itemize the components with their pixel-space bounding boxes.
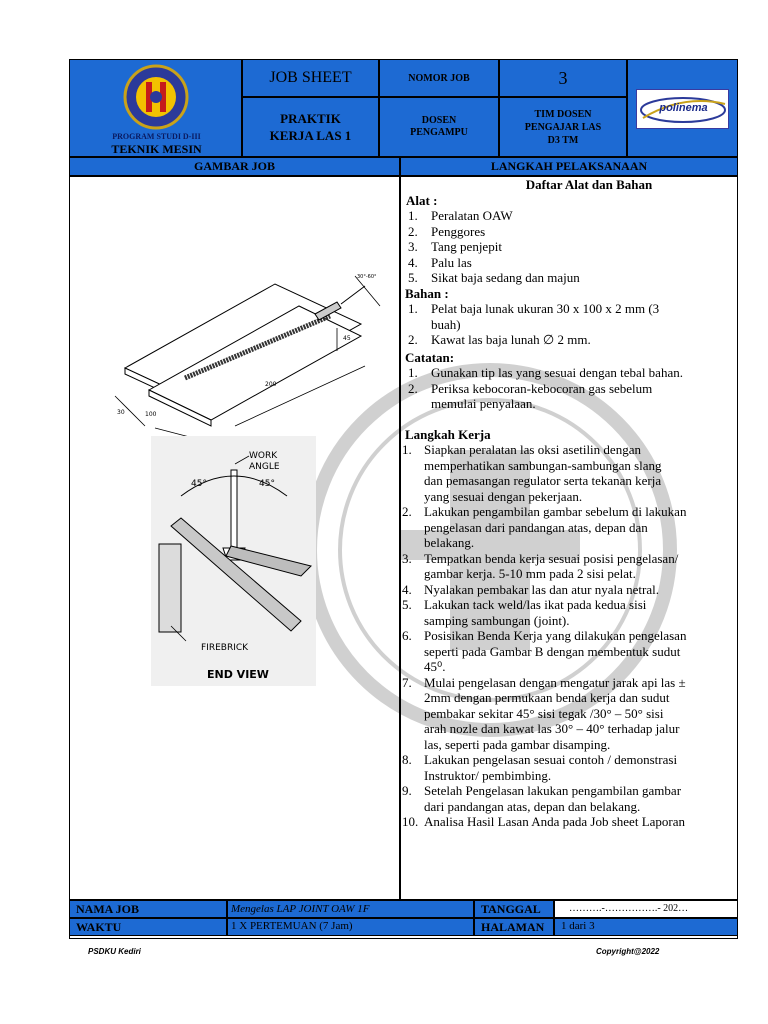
alat-item: 5. Sikat baja sedang dan majun (408, 270, 580, 285)
department-label: TEKNIK MESIN (111, 142, 202, 156)
catatan-title: Catatan: (405, 349, 455, 365)
tanggal-label: TANGGAL (474, 900, 554, 918)
catatan-item: 1. Gunakan tip las yang sesuai dengan tebal bahan. (408, 365, 683, 380)
bahan-item: 2. Kawat las baja lunah ∅ 2 mm. (408, 332, 591, 347)
alat-list (408, 208, 733, 286)
polinema-crest-logo (116, 64, 196, 130)
work-angle-line1: WORK (249, 451, 278, 461)
header-logo-cell (69, 59, 242, 157)
halaman-label: HALAMAN (474, 918, 554, 936)
bahan-title: Bahan : (405, 285, 449, 301)
alat-item: 1. Peralatan OAW (408, 208, 513, 223)
tim-line2: PENGAJAR LAS (524, 121, 602, 133)
dim-angle-label: 30°-60° (357, 274, 377, 280)
nomor-job-value: 3 (499, 59, 627, 97)
job-sheet-title: JOB SHEET (242, 59, 379, 97)
alat-item: 3. Tang penjepit (408, 239, 502, 254)
angle-left-label: 45° (191, 479, 207, 489)
wordmark-text: polinema (659, 102, 708, 114)
halaman-value: 1 dari 3 (554, 918, 738, 936)
firebrick-label: FIREBRICK (201, 643, 249, 653)
end-view-label: END VIEW (207, 668, 269, 681)
step-item: 8. Lakukan pengelasan sesuai contoh / demonstrasi Instruktor/ pembimbing. (402, 752, 678, 783)
alat-item: 2. Penggores (408, 223, 486, 239)
tim-line1: TIM DOSEN (534, 108, 592, 120)
dim-45-label: 45 (343, 335, 351, 342)
langkah-header: LANGKAH PELAKSANAAN (400, 157, 738, 176)
bahan-list (408, 301, 733, 348)
step-item: 9. Setelah Pengelasan lakukan pengambilan gambar dari pandangan atas, depan dan belakang. (402, 783, 682, 814)
polinema-wordmark-logo (636, 89, 729, 129)
nama-job-value: Mengelas LAP JOINT OAW 1F (227, 900, 474, 918)
lap-joint-drawing (105, 266, 385, 446)
dim-100-label: 100 (145, 411, 157, 418)
page-footer-right: Copyright@2022 (596, 947, 660, 956)
tim-dosen-cell (499, 97, 627, 157)
end-view-svg (151, 436, 316, 686)
page-footer-left: PSDKU Kediri (88, 947, 141, 956)
step-item: 6. Posisikan Benda Kerja yang dilakukan pengelasan seperti pada Gambar B dengan membentuk sudut 45⁰. (402, 628, 687, 674)
langkah-title: Langkah Kerja (405, 426, 491, 442)
alat-item: 4. Palu las (408, 254, 472, 270)
daftar-title: Daftar Alat dan Bahan (525, 177, 653, 192)
praktik-cell (242, 97, 379, 157)
waktu-label: WAKTU (69, 918, 227, 936)
alat-title: Alat : (406, 192, 438, 208)
steps-list (402, 442, 730, 830)
tim-line3: D3 TM (547, 134, 579, 146)
step-item: 10. Analisa Hasil Lasan Anda pada Job sheet Laporan (402, 814, 686, 829)
step-item: 3. Tempatkan benda kerja sesuai posisi pengelasan/ gambar kerja. 5-10 mm pada 2 sisi pelat. (402, 550, 679, 581)
step-item: 2. Lakukan pengambilan gambar sebelum di lakukan pengelasan dari pandangan atas, depan dan belakang. (402, 504, 687, 550)
step-item: 7. Mulai pengelasan dengan mengatur jarak api las ± 2mm dengan permukaan benda kerja dan sudut pembakar sekitar 45° sisi tegak /30° – 50° sisi arah nozle dan kawat las 30° – 40° terhadap jalur las, seperti pada gambar disamping. (402, 674, 686, 752)
waktu-value: 1 X PERTEMUAN (7 Jam) (227, 918, 474, 936)
praktik-line1: PRAKTIK (280, 111, 341, 126)
catatan-list (408, 365, 733, 412)
bahan-item: 1. Pelat baja lunak ukuran 30 x 100 x 2 mm (3 buah) (408, 301, 660, 332)
nama-job-label: NAMA JOB (69, 900, 227, 918)
step-item: 1. Siapkan peralatan las oksi asetilin dengan memperhatikan sambungan-sambungan slang dan pemasangan regulator serta tekanan kerja yang sesuai dengan pekerjaan. (402, 442, 662, 504)
dim-30-label: 30 (117, 409, 125, 416)
work-angle-line2: ANGLE (249, 462, 280, 472)
nomor-job-label: NOMOR JOB (379, 59, 499, 97)
step-item: 5. Lakukan tack weld/las ikat pada kedua sisi samping sambungan (joint). (402, 597, 647, 628)
angle-right-label: 45° (259, 479, 275, 489)
step-item: 4. Nyalakan pembakar las dan atur nyala netral. (402, 581, 659, 597)
langkah-content (402, 177, 733, 830)
gambar-job-header: GAMBAR JOB (69, 157, 400, 176)
catatan-item: 2. Periksa kebocoran-kebocoran gas sebelum memulai penyalaan. (408, 380, 653, 411)
dim-200-label: 200 (265, 381, 277, 388)
program-label: PROGRAM STUDI D-III (112, 132, 201, 141)
header-right-logo-cell (627, 59, 738, 157)
tanggal-value: ……….-…………….- 202… (554, 900, 738, 918)
praktik-line2: KERJA LAS 1 (269, 128, 352, 143)
dosen-line2: PENGAMPU (410, 127, 468, 138)
dosen-cell (379, 97, 499, 157)
dosen-line1: DOSEN (421, 115, 457, 126)
end-view-drawing (151, 436, 316, 686)
